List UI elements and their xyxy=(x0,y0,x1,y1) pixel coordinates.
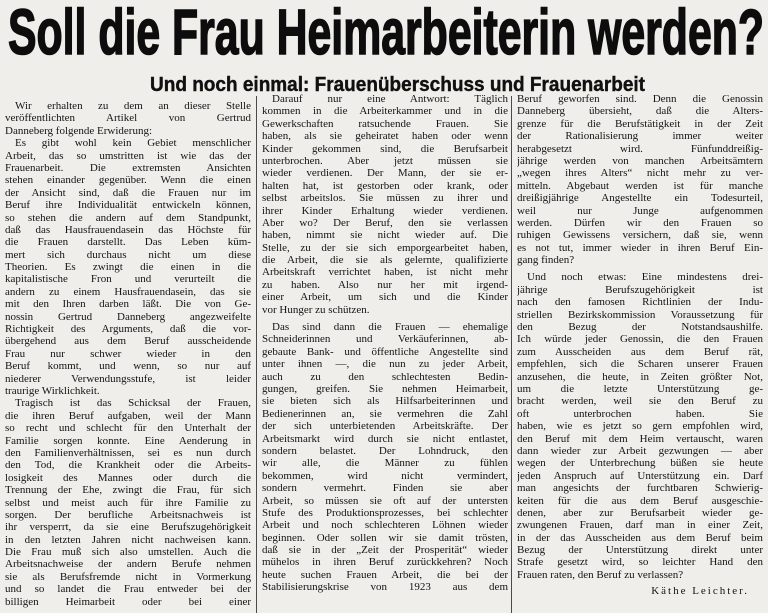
text-line: striellen Bezirkskommission Voraussetzung für xyxy=(517,308,763,321)
text-line: denen, aber zur Berufsarbeit wieder ge- xyxy=(517,506,763,519)
text-line: Bedienerinnen an, sie vermehren die Zahl xyxy=(262,407,508,420)
text-line: haben, als sie geheiratet haben oder wenn xyxy=(262,130,508,143)
text-line: stehen einander gegenüber. Wenn die einen xyxy=(5,174,251,187)
text-line: sie als Berufsfremde nicht in Vormerkung xyxy=(5,570,251,583)
text-line: Bezug der Unterstützung direkt unter xyxy=(517,544,763,557)
text-line: auch zu den schlechtesten Bedin- xyxy=(262,370,508,383)
article-column-2 xyxy=(262,93,508,594)
text-line: Frau nur schwer wieder in den xyxy=(5,347,251,360)
text-line: man angesichts der furchtbaren Schwierig- xyxy=(517,482,763,495)
text-line: Tragisch ist das Schicksal der Frauen, xyxy=(15,397,251,410)
text-line: die Frauen darstellt. Das Leben küm- xyxy=(5,236,251,249)
text-line: Es gibt wohl kein Gebiet menschlicher xyxy=(15,137,251,150)
text-line: niederer Verwendungsstufe, ist leider xyxy=(5,372,251,385)
text-line: sorgen. Der berufliche Arbeitsnachweis ist xyxy=(5,508,251,521)
text-line: um die letzte Unterstützung ge- xyxy=(517,382,763,395)
text-line: bracht werden, weil sie den Beruf zu xyxy=(517,395,763,408)
text-line: Strafe gesetzt wird, so leichter Hand den xyxy=(517,556,763,569)
text-line: der Rationalisierung immer weiter xyxy=(517,130,763,143)
text-line: ruhigen Gewissens versichern, daß sie, wenn xyxy=(517,229,763,242)
subheadline: Und noch einmal: Frauenüberschuss und Frauenarbeit xyxy=(150,74,645,96)
text-line: ihr versperrt, da sie eine Berufszugehörigkeit xyxy=(5,521,251,534)
text-line: Darauf nur eine Antwort: Täglich xyxy=(272,93,508,105)
text-line: es not tut, immer wieder in ihren Beruf Ein- xyxy=(517,241,763,254)
text-line: losigkeit des Mannes oder durch die xyxy=(5,471,251,484)
text-line: Stelle, zu der sie sich emporgearbeitet haben, xyxy=(262,241,508,254)
text-line: mit den Ihren darben läßt. Die von Ge- xyxy=(5,298,251,311)
text-line: Wir erhalten zu dem an dieser Stelle xyxy=(15,100,251,112)
paragraph xyxy=(262,93,508,316)
text-line: Stabilisierungskrise von 1923 aus dem xyxy=(262,581,508,594)
text-line: gebaute Bank- und öffentliche Angestellte sind xyxy=(262,345,508,358)
text-line: Ich würde jeder Genossin, die den Frauen xyxy=(517,333,763,346)
text-line: so stehen die andern auf dem Standpunkt, xyxy=(5,211,251,224)
text-line: zum Ausscheiden aus dem Beruf rät, xyxy=(517,345,763,358)
text-line: Theorien. Es zwingt die einen in die xyxy=(5,261,251,274)
text-line: anzusehen, die heute, in Zeiten größter Not, xyxy=(517,370,763,383)
text-line: Stufe des Produktionsprozesses, bei schlechter xyxy=(262,506,508,519)
paragraph xyxy=(5,397,251,608)
text-line: Danneberg übersieht, daß die Alters- xyxy=(517,105,763,118)
text-line: den Familienverhältnissen, sei es nun durch xyxy=(5,446,251,459)
text-line: traurige Wirklichkeit. xyxy=(5,384,100,397)
text-line: sie bieten sich als Hilfsarbeiterinnen und xyxy=(262,395,508,408)
text-line: sondern vermehrt. Finden sie aber xyxy=(262,482,508,495)
text-line: gungen, greifen. Sie nehmen Heimarbeit, xyxy=(262,382,508,395)
text-line: oft unterbrochen haben. Sie xyxy=(517,407,763,420)
text-line: weil nur Junge aufgenommen xyxy=(517,204,763,217)
text-line: selbst arbeitslos. Sie müssen zu ihrer und xyxy=(262,192,508,205)
text-line: Aber wo? Der Beruf, den sie verlassen xyxy=(262,216,508,229)
paragraph xyxy=(5,100,251,137)
text-line: beginnen. Oder sollen wir sie damit trösten, xyxy=(262,531,508,544)
text-line: jeden Anspruch auf Unterstützung ein. Darf xyxy=(517,469,763,482)
text-line: veröffentlichten Artikel von Gertrud xyxy=(5,112,251,125)
text-line: heute suchen Frauen Arbeit, die bei der xyxy=(262,568,508,581)
text-line: bekommen, wird nicht vermindert, xyxy=(262,469,508,482)
text-line: so recht und schlecht für den Unterhalt der xyxy=(5,422,251,435)
text-line: Trennung der Ehe, zwingt die Frau, für sich xyxy=(5,484,251,497)
text-line: zu haben. Also nur her mit irgend- xyxy=(262,278,508,291)
text-line: die ihren Beruf aufgaben, weil der Mann xyxy=(5,409,251,422)
text-line: ihrer Kinder Erhaltung wieder verdienen. xyxy=(262,204,508,217)
text-line: Und noch etwas: Eine mindestens drei- xyxy=(527,271,763,284)
text-line: wegen der Unterbrechung büßen sie heute xyxy=(517,457,763,470)
text-line: Arbeit und noch schlechteren Löhnen wieder xyxy=(262,519,508,532)
paragraph xyxy=(517,271,763,581)
text-line: jährige werden von manchen Arbeitsämtern xyxy=(517,154,763,167)
text-line: zwungenen Frauen, darf man in einer Zeit, xyxy=(517,519,763,532)
text-line: andern zu einem Hausfrauendasein, das sie xyxy=(5,285,251,298)
text-line: den Bezug der Notstandsaushilfe. xyxy=(517,321,763,334)
text-line: halten hat, ist gestorben oder krank, oder xyxy=(262,179,508,192)
text-line: wieder verdienen. Der Mann, der sie er- xyxy=(262,167,508,180)
text-line: übergehend aus dem Beruf ausscheidende xyxy=(5,335,251,348)
text-line: unter ihnen —, die nun zu jeder Arbeit, xyxy=(262,358,508,371)
text-line: keiten für die aus dem Beruf ausgeschie- xyxy=(517,494,763,507)
text-line: mitteln. Abgebaut werden ist für manche xyxy=(517,179,763,192)
text-line: nossin Gertrud Danneberg angezweifelte xyxy=(5,310,251,323)
article-column-1 xyxy=(5,100,251,608)
text-line: den Tod, die Krankheit oder die Arbeits- xyxy=(5,459,251,472)
text-line: daß das Hausfrauendasein das Höchste für xyxy=(5,223,251,236)
headline-container xyxy=(8,0,764,66)
text-line: Familie sorgen konnte. Eine Aenderung in xyxy=(5,434,251,447)
text-line: nach den famosen Richtlinien der Indu- xyxy=(517,296,763,309)
text-line: werden. Dürfen wir den Frauen so xyxy=(517,216,763,229)
text-line: billigen Heimarbeit oder bei einer xyxy=(5,595,251,608)
text-line: selbst und meist auch für ihre Familie zu xyxy=(5,496,251,509)
text-line: in der das Ausscheiden aus dem Beruf beim xyxy=(517,531,763,544)
text-line: kapitalistische Fron und verurteilt die xyxy=(5,273,251,286)
text-line: Frauenarbeit. Die extremsten Ansichten xyxy=(5,161,251,174)
text-line: Beruf kommt, und wenn, so nur auf xyxy=(5,360,251,373)
text-line: der Ansicht sind, daß die Frauen nur im xyxy=(5,186,251,199)
text-line: „wegen ihres Alters“ nicht mehr zu ver- xyxy=(517,167,763,180)
text-line: grenze für die Berufstätigkeit in der Zeit xyxy=(517,117,763,130)
text-line: daß sie in der „Zeit der Prosperität“ wieder xyxy=(262,544,508,557)
text-line: kommen in die Arbeiterkammer und in die xyxy=(262,105,508,118)
text-line: wir alle, die Männer zu fühlen xyxy=(262,457,508,470)
text-line: Kinder gekommen sind, die Berufsarbeit xyxy=(262,142,508,155)
text-line: Schneiderinnen und Verkäuferinnen, ab- xyxy=(262,333,508,346)
text-line: Arbeitsnachweise der andern Berufe nehmen xyxy=(5,558,251,571)
text-line: der sich unterbietenden Arbeitskräfte. Der xyxy=(262,420,508,433)
author-signature: Käthe Leichter. xyxy=(651,585,749,598)
text-line: Arbeitskraft verrichtet haben, ist nicht mehr xyxy=(262,266,508,279)
text-line: und so landet die Frau entweder bei der xyxy=(5,583,251,596)
text-line: jährige Berufszugehörigkeit ist xyxy=(517,283,763,296)
text-line: Gewerkschaften ratsuchende Frauen. Sie xyxy=(262,117,508,130)
text-line: den Beruf mit dem Heim vertauscht, waren xyxy=(517,432,763,445)
article-column-3 xyxy=(517,93,763,598)
column-rule xyxy=(256,96,257,613)
paragraph xyxy=(262,321,508,594)
text-line: unterbrochen. Aber jetzt müssen sie xyxy=(262,154,508,167)
text-line: mert sich durchaus nicht um diese xyxy=(5,248,251,261)
text-line: dann wieder zur Arbeit gezwungen — aber xyxy=(517,444,763,457)
text-line: in den letzten Jahren nicht nachweisen kann. xyxy=(5,533,251,546)
column-body xyxy=(262,93,508,594)
text-line: Beruf geworfen sind. Denn die Genossin xyxy=(517,93,763,105)
text-line: einer Arbeit, um sich und die Kinder xyxy=(262,291,508,304)
text-line: haben, wie es jetzt so gern empfohlen wird, xyxy=(517,420,763,433)
paragraph xyxy=(517,93,763,266)
text-line: gang finden? xyxy=(517,254,575,267)
column-rule xyxy=(511,96,512,613)
text-line: vor Hunger zu schützen. xyxy=(262,303,370,316)
text-line: Das sind dann die Frauen — ehemalige xyxy=(272,321,508,334)
headline: Soll die Frau Heimarbeiterin werden? xyxy=(8,0,764,66)
text-line: empfehlen, sich die Scharen unserer Frauen xyxy=(517,358,763,371)
column-body xyxy=(5,100,251,608)
text-line: herabgesetzt wird. Fünfunddreißig- xyxy=(517,142,763,155)
paragraph xyxy=(5,137,251,397)
text-line: Arbeitsmarkt wird durch sie nicht entlastet, xyxy=(262,432,508,445)
text-line: haben, nimmt sie nicht wieder auf. Die xyxy=(262,229,508,242)
text-line: die Arbeit, die sie als gelernte, qualifizierte xyxy=(262,254,508,267)
text-line: dreißigjährige Angestellte ein Todesurteil, xyxy=(517,192,763,205)
text-line: Danneberg folgende Erwiderung: xyxy=(5,124,153,137)
column-body xyxy=(517,93,763,581)
text-line: mühelos in ihren Beruf zurückkehren? Noch xyxy=(262,556,508,569)
text-line: Die Frau muß sich also umstellen. Auch die xyxy=(5,546,251,559)
text-line: sondern belastet. Der Lohndruck, den xyxy=(262,444,508,457)
text-line: Arbeit, das so umstritten ist wie das der xyxy=(5,149,251,162)
text-line: Frauen raten, den Beruf zu verlassen? xyxy=(517,568,684,581)
text-line: Beruf ihre Individualität entwickeln können, xyxy=(5,199,251,212)
text-line: Arbeit, so müssen sie oft auf der untersten xyxy=(262,494,508,507)
text-line: Richtigkeit des Arguments, daß die vor- xyxy=(5,323,251,336)
